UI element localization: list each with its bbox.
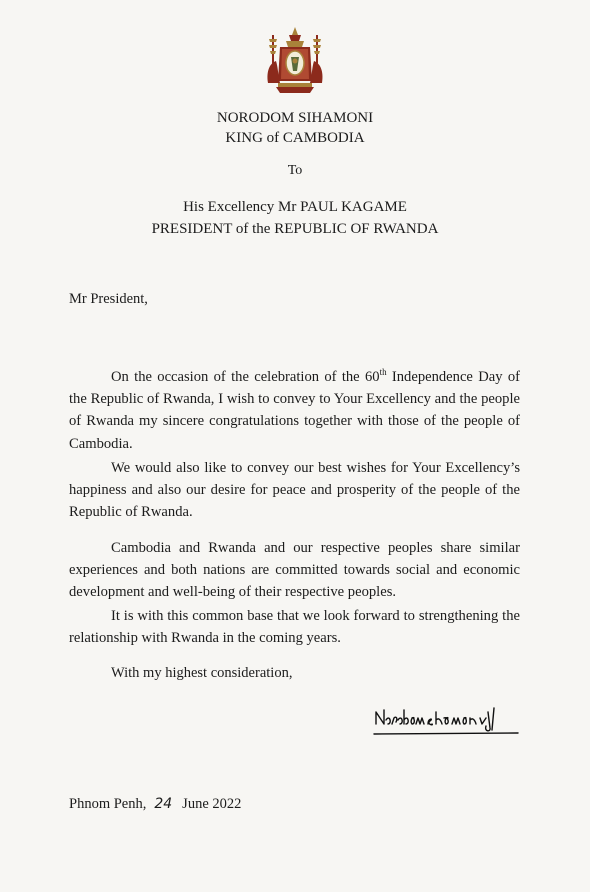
body-paragraph-2: We would also like to convey our best wishes for Your Excellency’s happiness and also our desire for peace and prosperity of the people of the Republic of Rwanda. [69,460,520,521]
month-year: June 2022 [182,796,242,812]
recipient-line-1: His Excellency Mr PAUL KAGAME [183,199,407,215]
place: Phnom Penh, [69,796,147,812]
paragraph-1-text-a: On the occasion of the celebration of the 60 [111,369,380,385]
ordinal-suffix: th [379,367,387,378]
date-line [69,796,241,813]
signature-icon [372,700,522,742]
handwritten-day: 24 [154,796,173,812]
sender-title: KING of CAMBODIA [225,130,365,146]
body-paragraph-4: It is with this common base that we look forward to strengthening the relationship with Rwanda in the coming years. [69,608,520,647]
recipient-line-2: PRESIDENT of the REPUBLIC OF RWANDA [151,221,439,237]
royal-coat-of-arms-icon [264,25,326,95]
body-paragraph-1 [69,366,520,455]
closing-line: With my highest consideration, [111,665,293,681]
salutation: Mr President, [69,291,148,307]
paragraph-1-text-b: Independence Day of the Republic of Rwanda, I wish to convey to Your Excellency and the people of Rwanda my sincere congratulations together with those of the people of Cambodia. [69,369,520,452]
body-paragraph-3: Cambodia and Rwanda and our respective peoples share similar experiences and both nations are committed towards social and economic development and well-being of their respective peoples. [69,540,520,601]
sender-name: NORODOM SIHAMONI [216,110,374,126]
to-label: To [287,163,303,178]
